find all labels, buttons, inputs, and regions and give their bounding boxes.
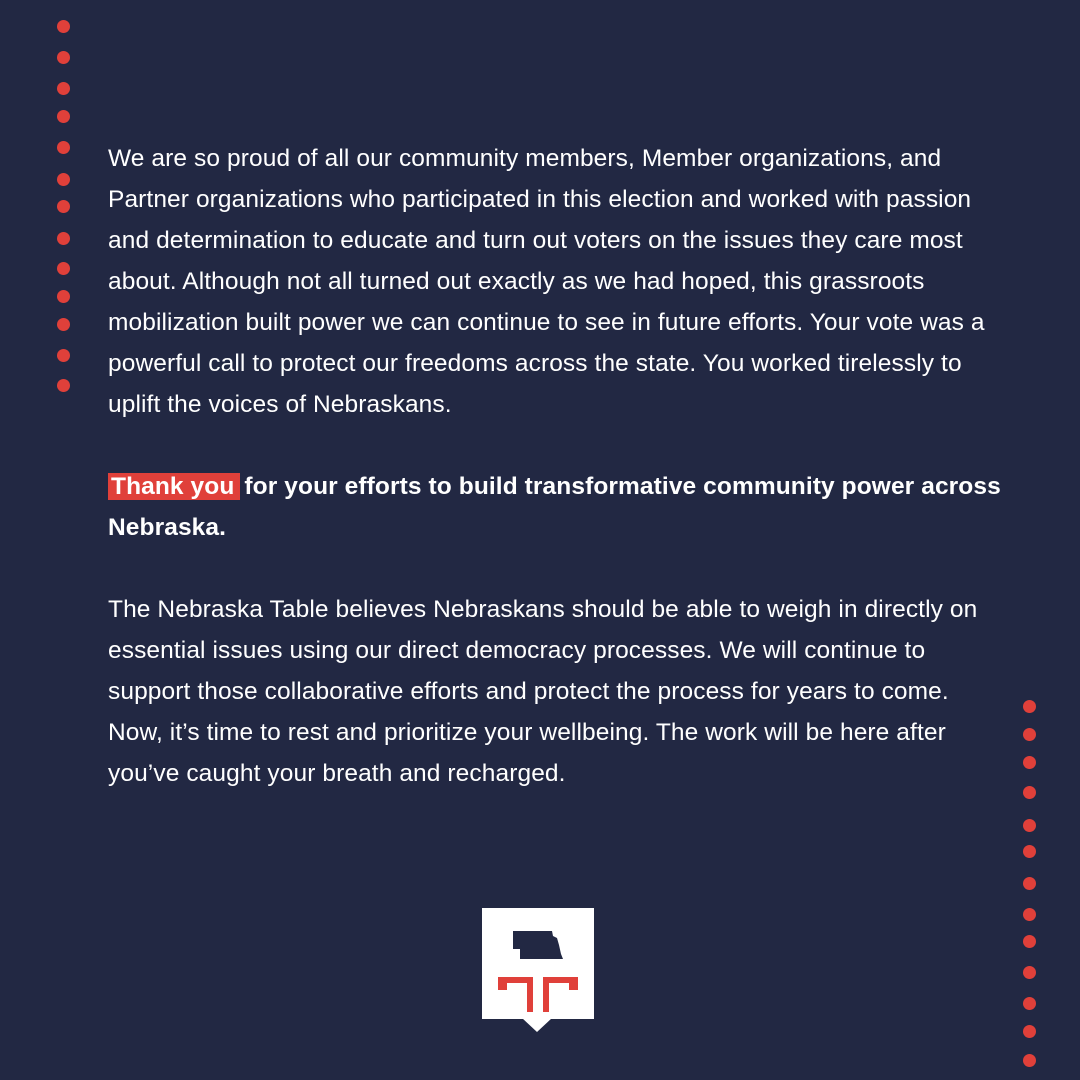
nebraska-table-logo-icon bbox=[482, 908, 594, 1019]
dot bbox=[57, 200, 70, 213]
message-body bbox=[108, 138, 1008, 794]
thank-you-highlight: Thank you bbox=[108, 473, 240, 500]
thank-you-text: for your efforts to build transformative community power across Nebraska. bbox=[108, 473, 1001, 541]
dot bbox=[1023, 786, 1036, 799]
dot bbox=[57, 318, 70, 331]
dot bbox=[57, 141, 70, 154]
dot bbox=[57, 110, 70, 123]
dot bbox=[1023, 1025, 1036, 1038]
dot bbox=[57, 51, 70, 64]
dot bbox=[1023, 845, 1036, 858]
dot bbox=[57, 232, 70, 245]
dot bbox=[57, 262, 70, 275]
dot bbox=[57, 290, 70, 303]
dot bbox=[57, 379, 70, 392]
dot bbox=[1023, 819, 1036, 832]
thank-you-paragraph bbox=[108, 466, 1008, 548]
table-mark-left bbox=[498, 977, 533, 1012]
table-mark-right bbox=[543, 977, 578, 1012]
nebraska-shape bbox=[513, 931, 563, 959]
dot bbox=[57, 173, 70, 186]
dot bbox=[1023, 728, 1036, 741]
closing-paragraph: The Nebraska Table believes Nebraskans should be able to weigh in directly on essential issues using our direct democracy processes. We will continue to support those collaborative efforts and protect the process for years to come. Now, it’s time to rest and prioritize your wellbeing. The work will be here after you’ve caught your breath and recharged. bbox=[108, 596, 978, 787]
dot bbox=[57, 20, 70, 33]
dot bbox=[1023, 908, 1036, 921]
dot bbox=[1023, 877, 1036, 890]
dot bbox=[1023, 935, 1036, 948]
dot bbox=[1023, 1054, 1036, 1067]
dot bbox=[1023, 756, 1036, 769]
dot bbox=[1023, 700, 1036, 713]
logo-graphic bbox=[482, 908, 594, 1019]
dot bbox=[1023, 997, 1036, 1010]
logo-pointer bbox=[522, 1018, 552, 1032]
dot bbox=[57, 82, 70, 95]
dot bbox=[1023, 966, 1036, 979]
intro-paragraph: We are so proud of all our community members, Member organizations, and Partner organizations who participated in this election and worked with passion and determination to educate and turn out voters on the issues they care most about. Although not all turned out exactly as we had hoped, this grassroots mobilization built power we can continue to see in future efforts. Your vote was a powerful call to protect our freedoms across the state. You worked tirelessly to uplift the voices of Nebraskans. bbox=[108, 145, 985, 418]
dot bbox=[57, 349, 70, 362]
